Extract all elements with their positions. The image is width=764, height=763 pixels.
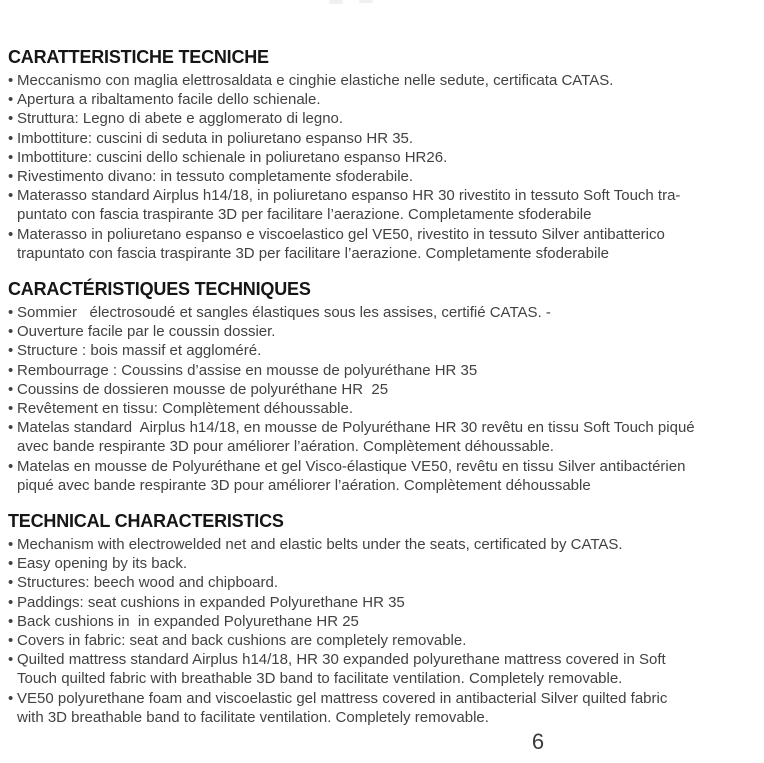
item-text: Easy opening by its back. <box>17 555 188 573</box>
bullet-icon: • <box>8 612 14 630</box>
section-title: TECHNICAL CHARACTERISTICS <box>8 511 284 532</box>
item-text: Quilted mattress standard Airplus h14/18, HR 30 expanded polyurethane mattress covered in Soft Touch quilted fabric with breathable 3D band to facilitate ventilation. Completely removable. <box>17 651 666 688</box>
bullet-icon: • <box>8 304 14 322</box>
list-item <box>8 535 760 554</box>
item-text: Matelas en mousse de Polyuréthane et gel Visco-élastique VE50, revêtu en tissu Silver antibactérien piqué avec bande respirante 3D pour améliorer l’aération. Complètement déhoussable <box>17 457 686 494</box>
bullet-icon: • <box>8 419 14 437</box>
list-item <box>8 399 760 418</box>
item-text: Covers in fabric: seat and back cushions are completely removable. <box>17 632 467 650</box>
list-item <box>8 71 760 90</box>
item-text: Matelas standard Airplus h14/18, en mousse de Polyuréthane HR 30 revêtu en tissu Soft Touch piqué avec bande respirante 3D pour améliorer l’aération. Complètement déhoussable. <box>17 419 695 456</box>
bullet-icon: • <box>8 593 14 611</box>
bullet-icon: • <box>8 651 14 669</box>
bullet-icon: • <box>8 148 14 166</box>
list-item <box>8 186 760 224</box>
list-item <box>8 90 760 109</box>
list-item <box>8 457 760 495</box>
item-text: Rembourrage : Coussins d’assise en mousse de polyuréthane HR 35 <box>17 361 478 379</box>
bullet-icon: • <box>8 536 14 554</box>
list-item <box>8 303 760 322</box>
bullet-icon: • <box>8 342 14 360</box>
bullet-icon: • <box>8 689 14 707</box>
content <box>8 46 760 727</box>
item-text: Revêtement en tissu: Complètement déhoussable. <box>17 400 354 418</box>
list-item <box>8 380 760 399</box>
bullet-icon: • <box>8 91 14 109</box>
list-item <box>8 631 760 650</box>
item-text: Apertura a ribaltamento facile dello schienale. <box>17 91 321 109</box>
bullet-icon: • <box>8 555 14 573</box>
list-item <box>8 689 760 727</box>
list-item <box>8 650 760 688</box>
bullet-icon: • <box>8 187 14 205</box>
list-item <box>8 593 760 612</box>
section-french <box>8 278 760 495</box>
bullet-icon: • <box>8 225 14 243</box>
item-text: Coussins de dossieren mousse de polyuréthane HR 25 <box>17 380 389 398</box>
list-item <box>8 361 760 380</box>
list-item <box>8 148 760 167</box>
item-text: Materasso standard Airplus h14/18, in poliuretano espanso HR 30 rivestito in tessuto Soft Touch tra- puntato con fascia traspirante 3D per facilitare l’aerazione. Completamente sfoderabile <box>17 187 681 224</box>
section-italian <box>8 46 760 263</box>
item-text: Paddings: seat cushions in expanded Polyurethane HR 35 <box>17 593 405 611</box>
list-item <box>8 322 760 341</box>
item-text: Sommier électrosoudé et sangles élastiques sous les assises, certifié CATAS. - <box>17 304 551 322</box>
page-top-artifact <box>359 0 373 3</box>
page-top-artifact <box>329 0 343 4</box>
bullet-icon: • <box>8 323 14 341</box>
section-title: CARATTERISTICHE TECNICHE <box>8 47 269 67</box>
list-item <box>8 341 760 360</box>
bullet-icon: • <box>8 457 14 475</box>
item-text: Structures: beech wood and chipboard. <box>17 574 278 592</box>
item-text: Mechanism with electrowelded net and elastic belts under the seats, certificated by CATAS. <box>17 536 623 554</box>
item-text: Rivestimento divano: in tessuto completamente sfoderabile. <box>17 168 414 186</box>
bullet-icon: • <box>8 129 14 147</box>
item-text: Ouverture facile par le coussin dossier. <box>17 323 276 341</box>
bullet-icon: • <box>8 110 14 128</box>
list-item <box>8 418 760 456</box>
item-text: Meccanismo con maglia elettrosaldata e cinghie elastiche nelle sedute, certificata CATAS. <box>17 72 614 89</box>
list-item <box>8 129 760 148</box>
item-text: Structure : bois massif et aggloméré. <box>17 342 262 360</box>
bullet-icon: • <box>8 574 14 592</box>
page-number: 6 <box>531 729 545 754</box>
list-item <box>8 167 760 186</box>
section-english <box>8 510 760 727</box>
bullet-icon: • <box>8 72 14 89</box>
item-text: Imbottiture: cuscini di seduta in poliuretano espanso HR 35. <box>17 129 414 147</box>
list-item <box>8 225 760 263</box>
item-text: Struttura: Legno di abete e agglomerato di legno. <box>17 110 344 128</box>
bullet-icon: • <box>8 380 14 398</box>
item-text: VE50 polyurethane foam and viscoelastic gel mattress covered in antibacterial Silver quilted fabric with 3D breathable band to facilitate ventilation. Completely removable. <box>17 689 668 726</box>
bullet-icon: • <box>8 168 14 186</box>
list-item <box>8 612 760 631</box>
list-item <box>8 573 760 592</box>
list-item <box>8 109 760 128</box>
bullet-icon: • <box>8 632 14 650</box>
bullet-icon: • <box>8 361 14 379</box>
item-text: Imbottiture: cuscini dello schienale in poliuretano espanso HR26. <box>17 148 448 166</box>
item-text: Back cushions in in expanded Polyurethane HR 25 <box>17 612 359 630</box>
section-title: CARACTÉRISTIQUES TECHNIQUES <box>8 279 311 300</box>
item-text: Materasso in poliuretano espanso e viscoelastico gel VE50, rivestito in tessuto Silver antibatterico trapuntato con fascia traspirante 3D per facilitare l’aerazione. Completamente sfoderabile <box>17 225 665 262</box>
bullet-icon: • <box>8 400 14 418</box>
list-item <box>8 554 760 573</box>
